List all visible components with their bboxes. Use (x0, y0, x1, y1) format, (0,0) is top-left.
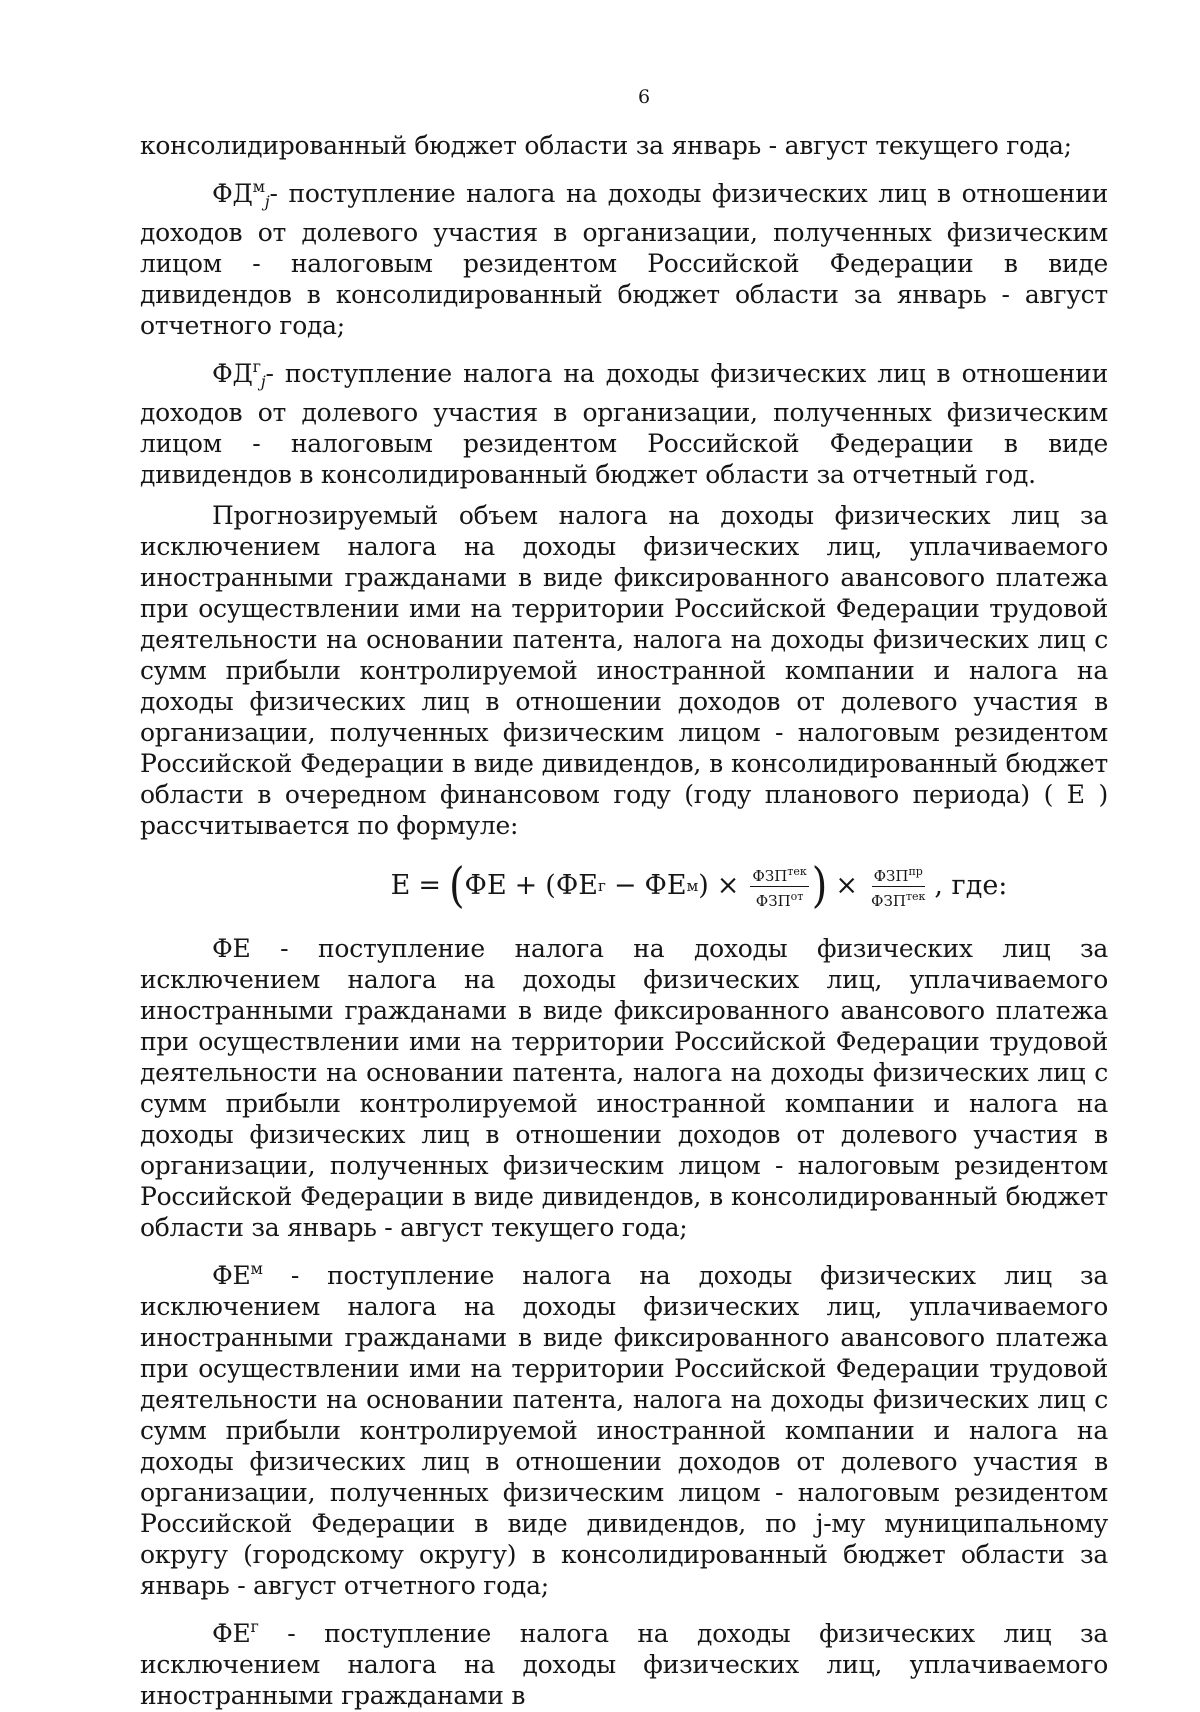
fraction-numerator-text: ФЗП (752, 866, 788, 885)
formula-inner-close: ) (698, 870, 709, 901)
formula-close-paren: ) (811, 858, 828, 914)
fraction-numerator (872, 863, 925, 887)
formula-e (140, 851, 1108, 921)
symbol-fe: ФЕ (212, 1619, 251, 1648)
symbol-subscript: j (260, 372, 266, 391)
fraction-numerator-sup: пр (908, 864, 923, 878)
symbol-superscript: г (252, 357, 261, 376)
definition-text: - поступление налога на доходы физических лиц в отношении доходов от долевого участия в организации, полученных физическим лицом - налоговым резидентом Российской Федерации в виде дивидендов в консолидированный бюджет области за отчетный год. (140, 359, 1108, 489)
fraction-numerator-text: ФЗП (873, 866, 909, 885)
fraction-fzp-tek-ot (750, 863, 808, 910)
symbol-fd: ФД (212, 359, 253, 388)
formula-equals: = (418, 870, 441, 901)
symbol-superscript: м (250, 1259, 263, 1278)
symbol-fe: ФЕ (212, 1261, 251, 1290)
formula-times: × (716, 870, 740, 901)
paragraph-text: Прогнозируемый объем налога на доходы физических лиц за исключением налога на доходы физических лиц, уплачиваемого иностранными гражданами в виде фиксированного авансового платежа при осуществлении ими на территории Российской Федерации трудовой деятельности на основании патента, налога на доходы физических лиц с сумм прибыли контролируемой иностранной компании и налога на доходы физических лиц в отношении доходов от долевого участия в организации, полученных физическим лицом - налоговым резидентом Российской Федерации в виде дивидендов, в консолидированный бюджет области в очередном финансовом году (году планового периода) ( Е ) рассчитывается по формуле: (140, 501, 1108, 840)
formula-sup-m: м (686, 877, 699, 895)
symbol-fe: ФЕ (212, 934, 251, 963)
formula-minus: − (613, 870, 637, 901)
formula-sup-g: г (597, 877, 606, 895)
fraction-numerator-sup: тек (787, 864, 807, 878)
definition-text: - поступление налога на доходы физических лиц за исключением налога на доходы физических лиц, уплачиваемого иностранными гражданами в виде фиксированного авансового платежа при осуществлении ими на территории Российской Федерации трудовой деятельности на основании патента, налога на доходы физических лиц с сумм прибыли контролируемой иностранной компании и налога на доходы физических лиц в отношении доходов от долевого участия в организации, полученных физическим лицом - налоговым резидентом Российской Федерации в виде дивидендов, в консолидированный бюджет области за январь - август текущего года; (140, 934, 1108, 1242)
formula-fe: ФЕ (464, 870, 507, 901)
symbol-fd: ФД (212, 179, 253, 208)
fraction-denominator-text: ФЗП (871, 891, 906, 910)
definition-fe-m (140, 1253, 1108, 1601)
fraction-numerator (750, 863, 808, 887)
formula-fe-g: (ФЕ (545, 870, 598, 901)
fraction-denominator-sup: от (790, 889, 804, 903)
formula-tail: , где: (934, 870, 1008, 901)
formula-plus: + (514, 870, 538, 901)
formula-lhs: Е (390, 870, 411, 901)
symbol-superscript: г (250, 1617, 259, 1636)
formula-fe-m: ФЕ (644, 870, 687, 901)
definition-fe-g (140, 1611, 1108, 1711)
definition-text: - поступление налога на доходы физических лиц за исключением налога на доходы физических лиц, уплачиваемого иностранными гражданами в виде фиксированного авансового платежа при осуществлении ими на территории Российской Федерации трудовой деятельности на основании патента, налога на доходы физических лиц с сумм прибыли контролируемой иностранной компании и налога на доходы физических лиц в отношении доходов от долевого участия в организации, полученных физическим лицом - налоговым резидентом Российской Федерации в виде дивидендов, по j-му муниципальному округу (городскому округу) в консолидированный бюджет области за январь - август отчетного года; (140, 1261, 1108, 1600)
symbol-superscript: м (252, 177, 265, 196)
fraction-denominator-sup: тек (905, 889, 926, 903)
definition-text: - поступление налога на доходы физических лиц за исключением налога на доходы физических лиц, уплачиваемого иностранными гражданами в (140, 1619, 1108, 1710)
fraction-denominator (869, 887, 927, 910)
definition-fe (140, 933, 1108, 1243)
definition-text: - поступление налога на доходы физических лиц в отношении доходов от долевого участия в организации, полученных физическим лицом - налоговым резидентом Российской Федерации в виде дивидендов в консолидированный бюджет области за январь - август отчетного года; (140, 179, 1108, 340)
paragraph-text: консолидированный бюджет области за январь - август текущего года; (140, 131, 1072, 160)
formula-open-paren: ( (448, 858, 465, 914)
symbol-subscript: j (264, 192, 270, 211)
formula-times: × (835, 870, 859, 901)
page-number: 6 (637, 86, 651, 108)
fraction-fzp-pr-tek (869, 863, 927, 910)
forecast-paragraph (140, 500, 1108, 841)
fraction-denominator (754, 887, 806, 910)
definition-fd-m (140, 171, 1108, 341)
definition-fd-g (140, 351, 1108, 490)
fraction-denominator-text: ФЗП (755, 891, 791, 910)
paragraph-continuation (140, 130, 1108, 161)
